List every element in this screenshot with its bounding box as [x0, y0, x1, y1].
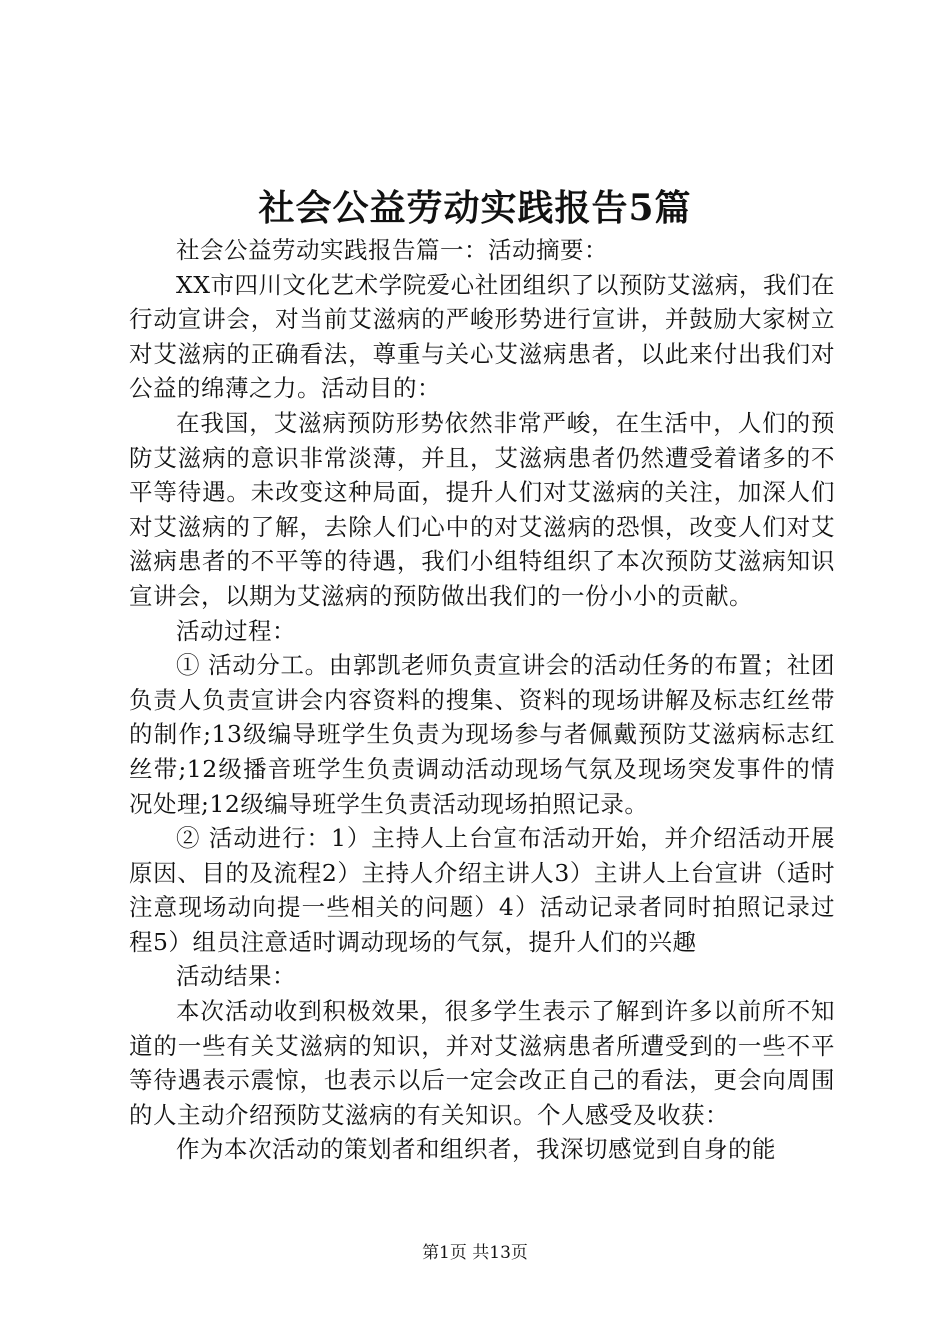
document-body	[129, 233, 835, 1167]
paragraph-division-of-labor: ① 活动分工。由郭凯老师负责宣讲会的活动任务的布置；社团负责人负责宣讲会内容资料的搜集、资料的现场讲解及标志红丝带的制作;13级编导班学生负责为现场参与者佩戴预防艾滋病标志红丝带;12级播音班学生负责调动活动现场气氛及现场突发事件的情况处理;12级编导班学生负责活动现场拍照记录。	[129, 651, 835, 818]
paragraph-reflection: 作为本次活动的策划者和组织者，我深切感觉到自身的能	[176, 1135, 776, 1164]
paragraph-section-heading: 社会公益劳动实践报告篇一：活动摘要：	[176, 236, 608, 264]
document-title: 社会公益劳动实践报告5篇	[258, 187, 692, 229]
paragraph-summary: XX市四川文化艺术学院爱心社团组织了以预防艾滋病，我们在行动宣讲会，对当前艾滋病的严峻形势进行宣讲，并鼓励大家树立对艾滋病的正确看法，尊重与关心艾滋病患者，以此来付出我们对公益的绵薄之力。活动目的：	[129, 270, 835, 403]
paragraph-activity-steps: ② 活动进行：1）主持人上台宣布活动开始，并介绍活动开展原因、目的及流程2）主持人介绍主讲人3）主讲人上台宣讲（适时注意现场动向提一些相关的问题）4）活动记录者同时拍照记录过程5）组员注意适时调动现场的气氛，提升人们的兴趣	[129, 824, 835, 956]
paragraph-purpose: 在我国，艾滋病预防形势依然非常严峻，在生活中，人们的预防艾滋病的意识非常淡薄，并且，艾滋病患者仍然遭受着诸多的不平等待遇。未改变这种局面，提升人们对艾滋病的关注，加深人们对艾滋病的了解，去除人们心中的对艾滋病的恐惧，改变人们对艾滋病患者的不平等的待遇，我们小组特组织了本次预防艾滋病知识宣讲会，以期为艾滋病的预防做出我们的一份小小的贡献。	[129, 408, 835, 610]
paragraph-results: 本次活动收到积极效果，很多学生表示了解到许多以前所不知道的一些有关艾滋病的知识，并对艾滋病患者所遭受到的一些不平等待遇表示震惊，也表示以后一定会改正自己的看法，更会向周围的人主动介绍预防艾滋病的有关知识。个人感受及收获：	[129, 997, 835, 1129]
page-number-footer: 第1页 共13页	[422, 1243, 528, 1263]
paragraph-process-heading: 活动过程：	[176, 616, 296, 645]
paragraph-results-heading: 活动结果：	[176, 962, 296, 991]
